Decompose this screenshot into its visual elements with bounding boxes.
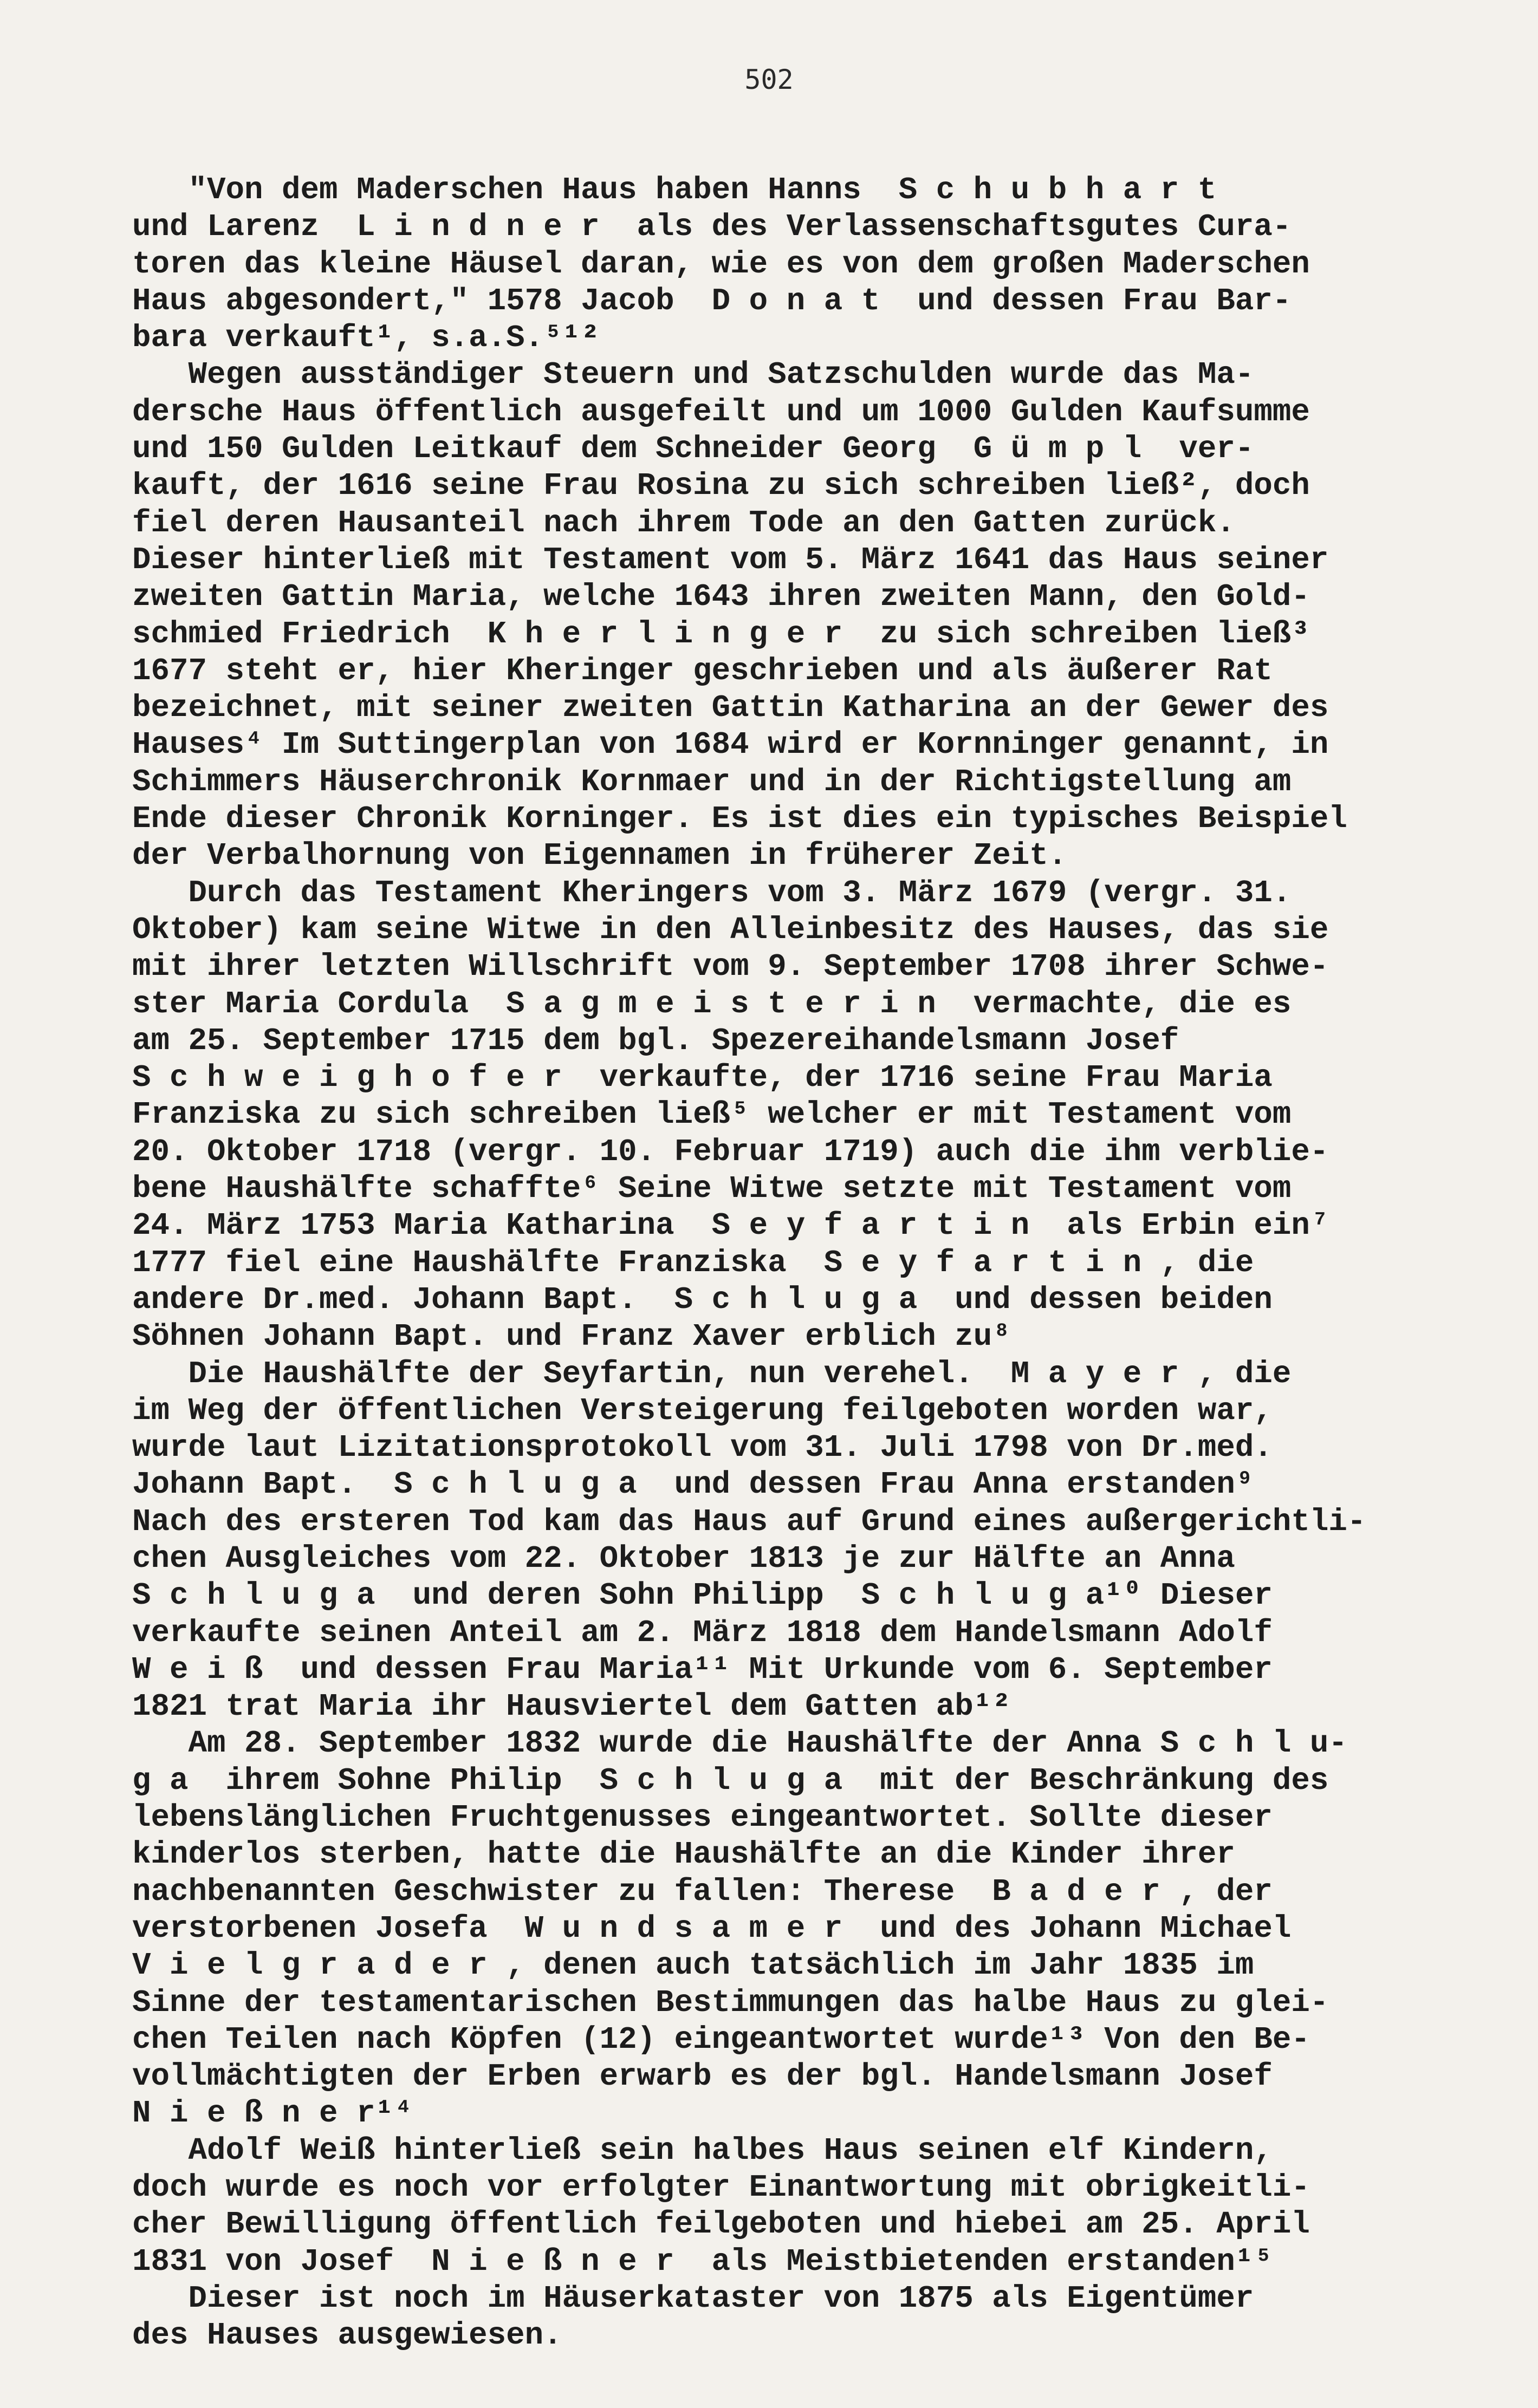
text-line: cher Bewilligung öffentlich feilgeboten und hiebei am 25. April bbox=[132, 2207, 1310, 2243]
text-line: N i e ß n e r¹⁴ bbox=[132, 2096, 413, 2132]
text-line: und 150 Gulden Leitkauf dem Schneider Georg G ü m p l ver- bbox=[132, 432, 1254, 467]
text-line: Oktober) kam seine Witwe in den Alleinbesitz des Hauses, das sie bbox=[132, 912, 1329, 948]
text-line: doch wurde es noch vor erfolgter Einantwortung mit obrigkeitli- bbox=[132, 2170, 1310, 2206]
text-line: dersche Haus öffentlich ausgefeilt und um 1000 Gulden Kaufsumme bbox=[132, 394, 1310, 430]
text-line: S c h l u g a und deren Sohn Philipp S c h l u g a¹⁰ Dieser bbox=[132, 1578, 1273, 1614]
text-line: 1821 trat Maria ihr Hausviertel dem Gatten ab¹² bbox=[132, 1689, 1011, 1725]
text-line: bene Haushälfte schaffte⁶ Seine Witwe setzte mit Testament vom bbox=[132, 1172, 1292, 1207]
text-line: V i e l g r a d e r , denen auch tatsächlich im Jahr 1835 im bbox=[132, 1948, 1254, 1984]
text-line: wurde laut Lizitationsprotokoll vom 31. Juli 1798 von Dr.med. bbox=[132, 1430, 1273, 1466]
text-line: vollmächtigten der Erben erwarb es der bgl. Handelsmann Josef bbox=[132, 2059, 1273, 2095]
text-line: im Weg der öffentlichen Versteigerung feilgeboten worden war, bbox=[132, 1393, 1273, 1429]
text-line: der Verbalhornung von Eigennamen in früherer Zeit. bbox=[132, 838, 1067, 874]
text-line: toren das kleine Häusel daran, wie es von dem großen Maderschen bbox=[132, 246, 1310, 282]
text-line: W e i ß und dessen Frau Maria¹¹ Mit Urkunde vom 6. September bbox=[132, 1652, 1273, 1688]
text-line: Haus abgesondert," 1578 Jacob D o n a t und dessen Frau Bar- bbox=[132, 283, 1292, 319]
text-line: chen Ausgleiches vom 22. Oktober 1813 je zur Hälfte an Anna bbox=[132, 1541, 1235, 1577]
text-line: am 25. September 1715 dem bgl. Spezereihandelsmann Josef bbox=[132, 1023, 1179, 1059]
text-line: Am 28. September 1832 wurde die Haushälfte der Anna S c h l u- bbox=[132, 1726, 1347, 1762]
text-line: 1777 fiel eine Haushälfte Franziska S e y f a r t i n , die bbox=[132, 1245, 1254, 1281]
text-line: Wegen ausständiger Steuern und Satzschulden wurde das Ma- bbox=[132, 357, 1254, 393]
text-line: fiel deren Hausanteil nach ihrem Tode an den Gatten zurück. bbox=[132, 505, 1235, 541]
text-line: Die Haushälfte der Seyfartin, nun verehel. M a y e r , die bbox=[132, 1356, 1292, 1392]
page-number: 502 bbox=[744, 64, 794, 95]
text-line: "Von dem Maderschen Haus haben Hanns S c h u b h a r t bbox=[132, 173, 1217, 208]
text-line: Ende dieser Chronik Korninger. Es ist dies ein typisches Beispiel bbox=[132, 802, 1347, 837]
text-line: Sinne der testamentarischen Bestimmungen das halbe Haus zu glei- bbox=[132, 1985, 1329, 2021]
text-line: Schimmers Häuserchronik Kornmaer und in der Richtigstellung am bbox=[132, 764, 1292, 800]
text-line: nachbenannten Geschwister zu fallen: Therese B a d e r , der bbox=[132, 1874, 1273, 1910]
text-line: chen Teilen nach Köpfen (12) eingeantwortet wurde¹³ Von den Be- bbox=[132, 2022, 1310, 2058]
text-line: Söhnen Johann Bapt. und Franz Xaver erblich zu⁸ bbox=[132, 1319, 1011, 1355]
text-line: Franziska zu sich schreiben ließ⁵ welcher er mit Testament vom bbox=[132, 1097, 1292, 1133]
text-line: Nach des ersteren Tod kam das Haus auf Grund eines außergerichtli- bbox=[132, 1504, 1366, 1540]
text-line: 20. Oktober 1718 (vergr. 10. Februar 1719) auch die ihm verblie- bbox=[132, 1134, 1329, 1170]
text-line: Durch das Testament Kheringers vom 3. März 1679 (vergr. 31. bbox=[132, 875, 1292, 911]
text-line: g a ihrem Sohne Philip S c h l u g a mit der Beschränkung des bbox=[132, 1763, 1329, 1799]
text-line: verstorbenen Josefa W u n d s a m e r und des Johann Michael bbox=[132, 1911, 1292, 1947]
text-line: des Hauses ausgewiesen. bbox=[132, 2318, 562, 2354]
text-line: lebenslänglichen Fruchtgenusses eingeantwortet. Sollte dieser bbox=[132, 1800, 1273, 1836]
text-line: ster Maria Cordula S a g m e i s t e r i n vermachte, die es bbox=[132, 986, 1292, 1022]
text-line: 24. März 1753 Maria Katharina S e y f a r t i n als Erbin ein⁷ bbox=[132, 1208, 1329, 1244]
text-line: Hauses⁴ Im Suttingerplan von 1684 wird er Kornninger genannt, in bbox=[132, 727, 1329, 763]
text-line: und Larenz L i n d n e r als des Verlassenschaftsgutes Cura- bbox=[132, 210, 1292, 245]
text-line: Adolf Weiß hinterließ sein halbes Haus seinen elf Kindern, bbox=[132, 2133, 1273, 2169]
text-line: schmied Friedrich K h e r l i n g e r zu sich schreiben ließ³ bbox=[132, 616, 1310, 652]
text-line: Johann Bapt. S c h l u g a und dessen Frau Anna erstanden⁹ bbox=[132, 1467, 1254, 1503]
text-line: 1831 von Josef N i e ß n e r als Meistbietenden erstanden¹⁵ bbox=[132, 2244, 1273, 2280]
text-line: Dieser hinterließ mit Testament vom 5. März 1641 das Haus seiner bbox=[132, 542, 1329, 578]
text-line: 1677 steht er, hier Kheringer geschrieben und als äußerer Rat bbox=[132, 653, 1273, 689]
text-line: zweiten Gattin Maria, welche 1643 ihren zweiten Mann, den Gold- bbox=[132, 580, 1310, 615]
text-line: andere Dr.med. Johann Bapt. S c h l u g a und dessen beiden bbox=[132, 1282, 1273, 1318]
body-text bbox=[132, 172, 1519, 2355]
text-line: verkaufte seinen Anteil am 2. März 1818 dem Handelsmann Adolf bbox=[132, 1615, 1273, 1651]
text-line: S c h w e i g h o f e r verkaufte, der 1716 seine Frau Maria bbox=[132, 1060, 1273, 1096]
text-line: mit ihrer letzten Willschrift vom 9. September 1708 ihrer Schwe- bbox=[132, 949, 1329, 985]
text-line: kinderlos sterben, hatte die Haushälfte an die Kinder ihrer bbox=[132, 1837, 1235, 1873]
text-line: bara verkauft¹, s.a.S.⁵¹² bbox=[132, 321, 600, 356]
text-line: bezeichnet, mit seiner zweiten Gattin Katharina an der Gewer des bbox=[132, 691, 1329, 726]
text-line: kauft, der 1616 seine Frau Rosina zu sich schreiben ließ², doch bbox=[132, 468, 1310, 504]
text-line: Dieser ist noch im Häuserkataster von 1875 als Eigentümer bbox=[132, 2281, 1254, 2316]
